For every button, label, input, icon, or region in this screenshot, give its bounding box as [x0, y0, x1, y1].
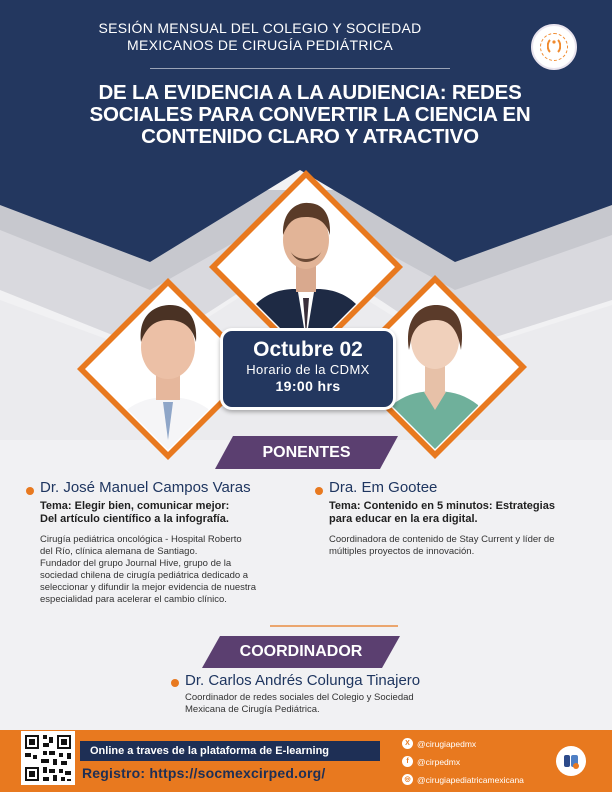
speaker-2-block: [329, 479, 599, 558]
speaker-1-bullet: [26, 487, 34, 495]
instagram-icon: ◎: [402, 774, 413, 785]
speaker-1-topic-line-2: Del artículo científico a la infografía.: [40, 513, 229, 525]
title-line-1: DE LA EVIDENCIA A LA AUDIENCIA: REDES: [98, 81, 522, 104]
speaker-2-description: [329, 534, 599, 558]
facebook-icon: f: [402, 756, 413, 767]
coordinator-desc-line-1: Coordinador de redes sociales del Colegio y Sociedad: [185, 692, 414, 703]
speaker-2-name: Dra. Em Gootee: [329, 479, 438, 496]
speaker-1-desc-line: Cirugía pediátrica oncológica - Hospital Roberto: [40, 534, 242, 545]
coordinator-name: Dr. Carlos Andrés Colunga Tinajero: [185, 672, 421, 689]
event-date: Octubre 02: [253, 338, 363, 361]
coordinator-desc-line-2: Mexicana de Cirugía Pediátrica.: [185, 704, 320, 715]
speaker-2-desc-line: múltiples proyectos de innovación.: [329, 546, 475, 557]
social-facebook-link[interactable]: [402, 754, 460, 769]
ponentes-heading: PONENTES: [262, 444, 351, 461]
elearning-logo-icon: [556, 746, 586, 776]
registration-link[interactable]: Registro: https://socmexcirped.org/: [82, 765, 326, 781]
social-instagram-handle: @cirugiapediatricamexicana: [417, 774, 524, 785]
speaker-1-desc-line: del Río, clínica alemana de Santiago.: [40, 546, 198, 557]
qr-code-icon: [21, 731, 75, 785]
social-x-handle: @cirugiapedmx: [417, 738, 477, 749]
coordinator-block: [185, 672, 485, 716]
event-time: 19:00 hrs: [275, 378, 341, 394]
speaker-2-desc-line: Coordinadora de contenido de Stay Current y líder de: [329, 534, 555, 545]
speaker-1-name: Dr. José Manuel Campos Varas: [40, 479, 251, 496]
speaker-1-desc-line: sociedad chilena de cirugía pediátrica dedicado a: [40, 570, 249, 581]
coordinator-bullet: [171, 679, 179, 687]
speaker-2-bullet: [315, 487, 323, 495]
speaker-1-desc-line: seleccionar y difundir la mejor evidencia de nuestra: [40, 582, 256, 593]
speaker-1-desc-line: especialidad para acelerar el cambio clínico.: [40, 594, 227, 605]
speaker-2-topic-line-2: para educar en la era digital.: [329, 513, 478, 525]
speaker-2-topic-line-1: Tema: Contenido en 5 minutos: Estrategias: [329, 500, 555, 512]
speaker-1-topic-line-1: Tema: Elegir bien, comunicar mejor:: [40, 500, 230, 512]
social-links: [402, 734, 552, 790]
title-line-2: SOCIALES PARA CONVERTIR LA CIENCIA EN: [89, 103, 531, 126]
speaker-1-block: [40, 479, 310, 606]
speaker-1-description: [40, 534, 310, 606]
platform-bar: [80, 741, 380, 761]
organization-line-1: SESIÓN MENSUAL DEL COLEGIO Y SOCIEDAD: [98, 20, 422, 36]
qr-code[interactable]: [21, 731, 75, 785]
platform-text: Online a traves de la plataforma de E-learning: [90, 745, 330, 757]
speaker-1-desc-line: Fundador del grupo Journal Hive, grupo de la: [40, 558, 232, 569]
social-x-link[interactable]: [402, 736, 476, 751]
elearning-logo: [556, 746, 586, 776]
social-instagram-link[interactable]: [402, 772, 524, 787]
event-timezone: Horario de la CDMX: [246, 362, 370, 377]
organization-line-2: MEXICANOS DE CIRUGÍA PEDIÁTRICA: [126, 37, 393, 53]
title-line-3: CONTENIDO CLARO Y ATRACTIVO: [141, 125, 479, 148]
social-facebook-handle: @cirpedmx: [417, 756, 461, 767]
x-icon: X: [402, 738, 413, 749]
coordinador-heading: COORDINADOR: [239, 643, 363, 660]
